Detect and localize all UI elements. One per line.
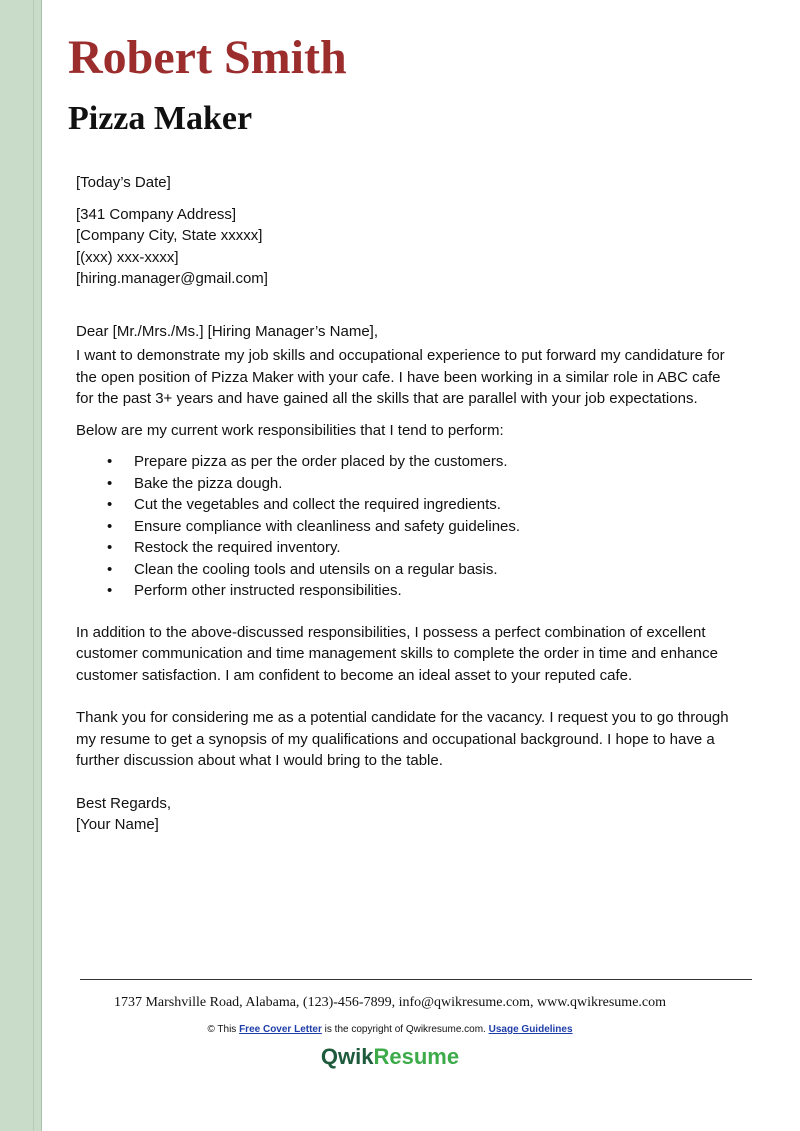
copyright-notice <box>80 1023 700 1037</box>
address-line-email: [hiring.manager@gmail.com] <box>76 270 268 287</box>
job-title: Pizza Maker <box>68 100 253 137</box>
list-item-text: Perform other instructed responsibilities. <box>134 582 402 599</box>
company-address-block <box>76 204 736 290</box>
list-item <box>76 494 736 516</box>
list-item <box>76 580 736 602</box>
logo-text-qwik: Qwik <box>320 1044 374 1069</box>
skills-paragraph: In addition to the above-discussed responsibilities, I possess a perfect combination of excellent customer communication and time management skills to complete the order in time and enhance customer satisfaction. I am confident to become an ideal asset to your reputed cafe. <box>76 623 718 684</box>
list-item-text: Clean the cooling tools and utensils on a regular basis. <box>134 560 498 578</box>
bullet-icon: • <box>107 560 113 578</box>
side-band-edge-line <box>33 0 34 1131</box>
applicant-name: Robert Smith <box>68 31 347 84</box>
list-item-text: Bake the pizza dough. <box>134 474 283 492</box>
bullet-icon: • <box>107 517 113 535</box>
closing-block <box>76 793 736 836</box>
usage-guidelines-link[interactable]: Usage Guidelines <box>488 1024 573 1035</box>
list-item <box>76 559 736 581</box>
logo-text-resume: Resume <box>373 1044 460 1069</box>
list-item <box>76 451 736 473</box>
address-line-city: [Company City, State xxxxx] <box>76 227 263 244</box>
footer-contact-info: 1737 Marshville Road, Alabama, (123)-456-7899, info@qwikresume.com, www.qwikresume.com <box>113 995 667 1010</box>
letter-date: [Today’s Date] <box>76 174 171 191</box>
footer-divider <box>80 979 752 980</box>
list-item-text: Restock the required inventory. <box>134 539 341 556</box>
thanks-paragraph: Thank you for considering me as a potential candidate for the vacancy. I request you to go through my resume to get a synopsis of my qualifications and occupational background. I hope to have a further discussion about what I would bring to the table. <box>76 709 729 769</box>
qwikresume-logo[interactable] <box>80 1043 700 1071</box>
intro-paragraph: I want to demonstrate my job skills and occupational experience to put forward my candidature for the open position of Pizza Maker with your cafe. I have been working in a similar role in ABC cafe for the past 3+ years and have gained all the skills that are parallel with your job expectations. <box>76 347 725 407</box>
address-line-phone: [(xxx) xxx-xxxx] <box>76 248 179 266</box>
salutation: Dear [Mr./Mrs./Ms.] [Hiring Manager’s Name], <box>76 322 379 340</box>
letter-body <box>76 172 736 836</box>
bullet-icon: • <box>107 582 113 599</box>
responsibilities-list <box>76 451 736 602</box>
signature-name: [Your Name] <box>76 816 159 833</box>
list-item-text: Prepare pizza as per the order placed by the customers. <box>134 453 508 470</box>
copyright-prefix: © This <box>207 1024 240 1035</box>
list-item <box>76 537 736 559</box>
bullet-icon: • <box>107 453 113 470</box>
list-intro: Below are my current work responsibilities that I tend to perform: <box>76 421 504 439</box>
bullet-icon: • <box>107 496 113 513</box>
list-item <box>76 516 736 538</box>
list-item-text: Cut the vegetables and collect the required ingredients. <box>134 496 501 513</box>
bullet-icon: • <box>107 539 113 556</box>
bullet-icon: • <box>107 474 113 492</box>
copyright-middle: is the copyright of Qwikresume.com. <box>321 1024 489 1035</box>
free-cover-letter-link[interactable]: Free Cover Letter <box>239 1024 322 1035</box>
address-line-street: [341 Company Address] <box>76 205 237 223</box>
decorative-side-band <box>0 0 42 1131</box>
closing-phrase: Best Regards, <box>76 794 172 812</box>
list-item <box>76 473 736 495</box>
list-item-text: Ensure compliance with cleanliness and safety guidelines. <box>134 517 521 535</box>
